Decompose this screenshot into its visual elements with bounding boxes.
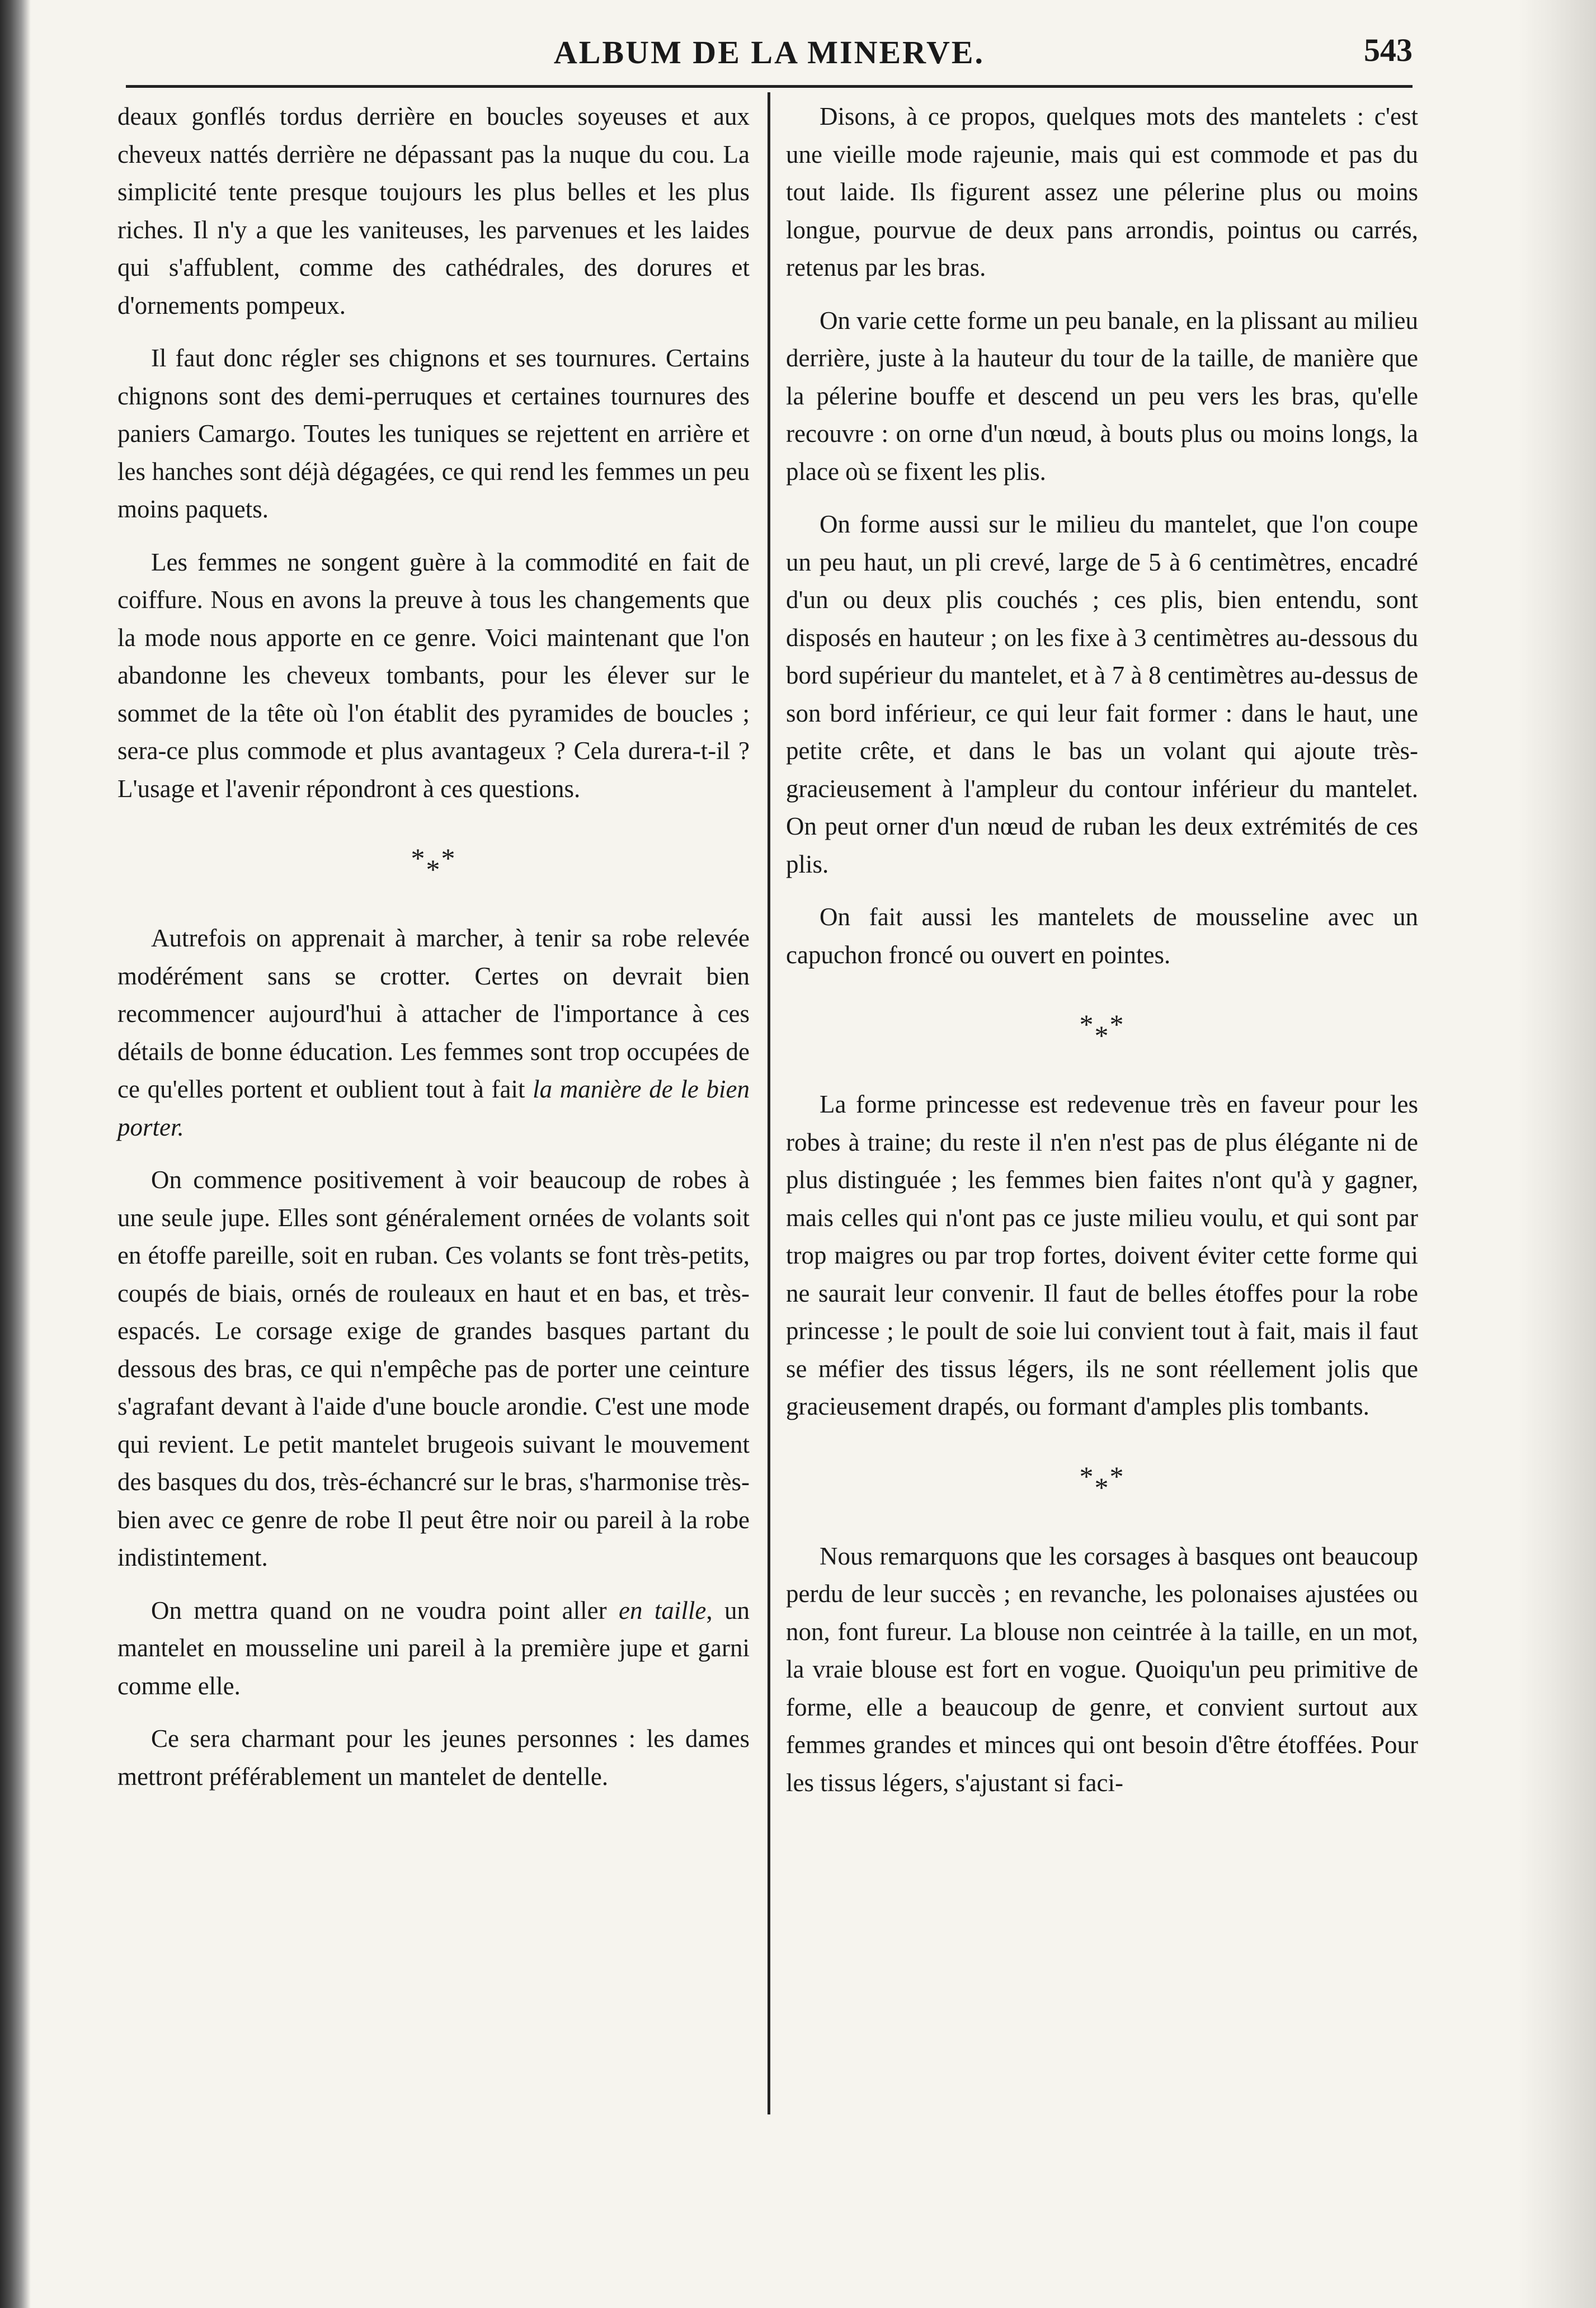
separator-star: *: [1109, 1460, 1125, 1492]
header-rule: [126, 85, 1413, 88]
italic-phrase: la manière de le bien porter.: [117, 1075, 750, 1141]
running-title: ALBUM DE LA MINERVE.: [553, 34, 985, 70]
paragraph: On varie cette forme un peu banale, en la plissant au milieu derrière, juste à la hauteur du tour de la taille, de manière que la pélerine bouffe et descend un peu vers les bras, qu'elle recouvre : on orne d'un nœud, à bouts plus ou moins longs, la place où se fixent les plis.: [786, 306, 1418, 486]
separator-star: *: [441, 842, 456, 874]
paragraph: La forme princesse est redevenue très en faveur pour les robes à traine; du reste il n'en n'est pas de plus élégante ni de plus distinguée ; les femmes bien faites n'ont qu'à y gagner, mais celles qui n'ont pas ce juste milieu voulu, et qui sont par trop maigres ou par trop fortes, doivent éviter cette forme qui ne saurait leur convenir. Il faut de belles étoffes pour la robe princesse ; le poult de soie lui convient tout à fait, mais il faut se méfier des tissus légers, ils ne sont réellement jolis que gracieusement drapés, ou formant d'amples plis tombants.: [786, 1090, 1418, 1420]
separator-star: *: [1094, 1020, 1110, 1051]
left-column: [117, 98, 750, 1811]
paragraph: Ce sera charmant pour les jeunes personnes : les dames mettront préférablement un mantelet de dentelle.: [117, 1725, 750, 1791]
page-edge-shadow-right: [1518, 0, 1596, 2308]
separator-star: *: [1079, 1009, 1095, 1040]
paragraph: Nous remarquons que les corsages à basques ont beaucoup perdu de leur succès ; en revanche, les polonaises ajustées ou non, font fureur. La blouse non ceintrée à la taille, en un mot, la vraie blouse est fort en vogue. Quoiqu'un peu primitive de forme, elle a beaucoup de genre, et convient surtout aux femmes grandes et minces qui ont besoin d'être étoffées. Pour les tissus légers, s'ajustant si faci-: [786, 1542, 1418, 1797]
column-divider: [768, 92, 770, 2114]
paragraph: Les femmes ne songent guère à la commodité en fait de coiffure. Nous en avons la preuve à tous les changements que la mode nous apporte en ce genre. Voici maintenant que l'on abandonne les cheveux tombants, pour les élever sur le sommet de la tête où l'on établit des pyramides de boucles ; sera-ce plus commode et plus avantageux ? Cela durera-t-il ? L'usage et l'avenir répondront à ces questions.: [117, 548, 750, 803]
page-header: [126, 29, 1413, 79]
section-separator: [117, 841, 750, 885]
paragraph: On fait aussi les mantelets de mousseline avec un capuchon froncé ou ouvert en pointes.: [786, 903, 1418, 969]
right-column: [786, 98, 1418, 1817]
section-separator: [786, 1007, 1418, 1051]
paragraph-text: , un mantelet en mousseline uni pareil à la première jupe et garni comme elle.: [117, 1596, 750, 1700]
separator-star: *: [1109, 1009, 1125, 1040]
italic-phrase: en taille: [618, 1596, 707, 1624]
section-separator: [786, 1459, 1418, 1503]
paragraph: [117, 1592, 750, 1706]
paragraph: [117, 920, 750, 1146]
separator-star: *: [411, 842, 426, 874]
paragraph-text: Autrefois on apprenait à marcher, à tenir sa robe relevée modérément sans se crotter. Certes on devrait bien recommencer aujourd'hui à attacher de l'importance à ces détails de bonne éducation. Les femmes sont trop occupées de ce qu'elles portent et oublient tout à fait: [117, 924, 750, 1103]
separator-star: *: [1079, 1460, 1095, 1492]
separator-star: *: [426, 854, 441, 885]
paragraph: deaux gonflés tordus derrière en boucles soyeuses et aux cheveux nattés derrière ne dépassant pas la nuque du cou. La simplicité tente presque toujours les plus belles et les plus riches. Il n'y a que les vaniteuses, les parvenues et les laides qui s'affublent, comme des cathédrales, des dorures et d'ornements pompeux.: [117, 102, 750, 319]
paragraph: On commence positivement à voir beaucoup de robes à une seule jupe. Elles sont généralement ornées de volants soit en étoffe pareille, soit en ruban. Ces volants se font très-petits, coupés de biais, ornés de rouleaux en haut et en bas, et très-espacés. Le corsage exige de grandes basques partant du dessous des bras, ce qui n'empêche pas de porter une ceinture s'agrafant devant à l'aide d'une boucle arondie. C'est une mode qui revient. Le petit mantelet brugeois suivant le mouvement des basques du dos, très-échancré sur le bras, s'harmonise très-bien avec ce genre de robe Il peut être noir ou pareil à la robe indistintement.: [117, 1166, 750, 1571]
page-edge-shadow-left: [0, 0, 31, 2308]
paragraph: On forme aussi sur le milieu du mantelet, que l'on coupe un peu haut, un pli crevé, large de 5 à 6 centimètres, encadré d'un ou deux plis couchés ; ces plis, bien entendu, sont disposés en hauteur ; on les fixe à 3 centimètres au-dessous du bord supérieur du mantelet, et à 7 à 8 centimètres au-dessus de son bord inférieur, ce qui leur fait former : dans le haut, une petite crête, et dans le bas un volant qui ajoute très-gracieusement à l'ampleur du contour inférieur du mantelet. On peut orner d'un nœud de ruban les deux extrémités de ces plis.: [786, 510, 1418, 878]
separator-star: *: [1094, 1471, 1110, 1503]
paragraph: Il faut donc régler ses chignons et ses tournures. Certains chignons sont des demi-perruques et certaines tournures des paniers Camargo. Toutes les tuniques se rejettent en arrière et les hanches sont déjà dégagées, ce qui rend les femmes un peu moins paquets.: [117, 344, 750, 523]
page-number: 543: [1364, 32, 1413, 68]
paragraph: Disons, à ce propos, quelques mots des mantelets : c'est une vieille mode rajeunie, mais qui est commode et pas du tout laide. Ils figurent assez une pélerine plus ou moins longue, pourvue de deux pans arrondis, pointus ou carrés, retenus par les bras.: [786, 102, 1418, 281]
paragraph-text: On mettra quand on ne voudra point aller: [151, 1596, 619, 1624]
